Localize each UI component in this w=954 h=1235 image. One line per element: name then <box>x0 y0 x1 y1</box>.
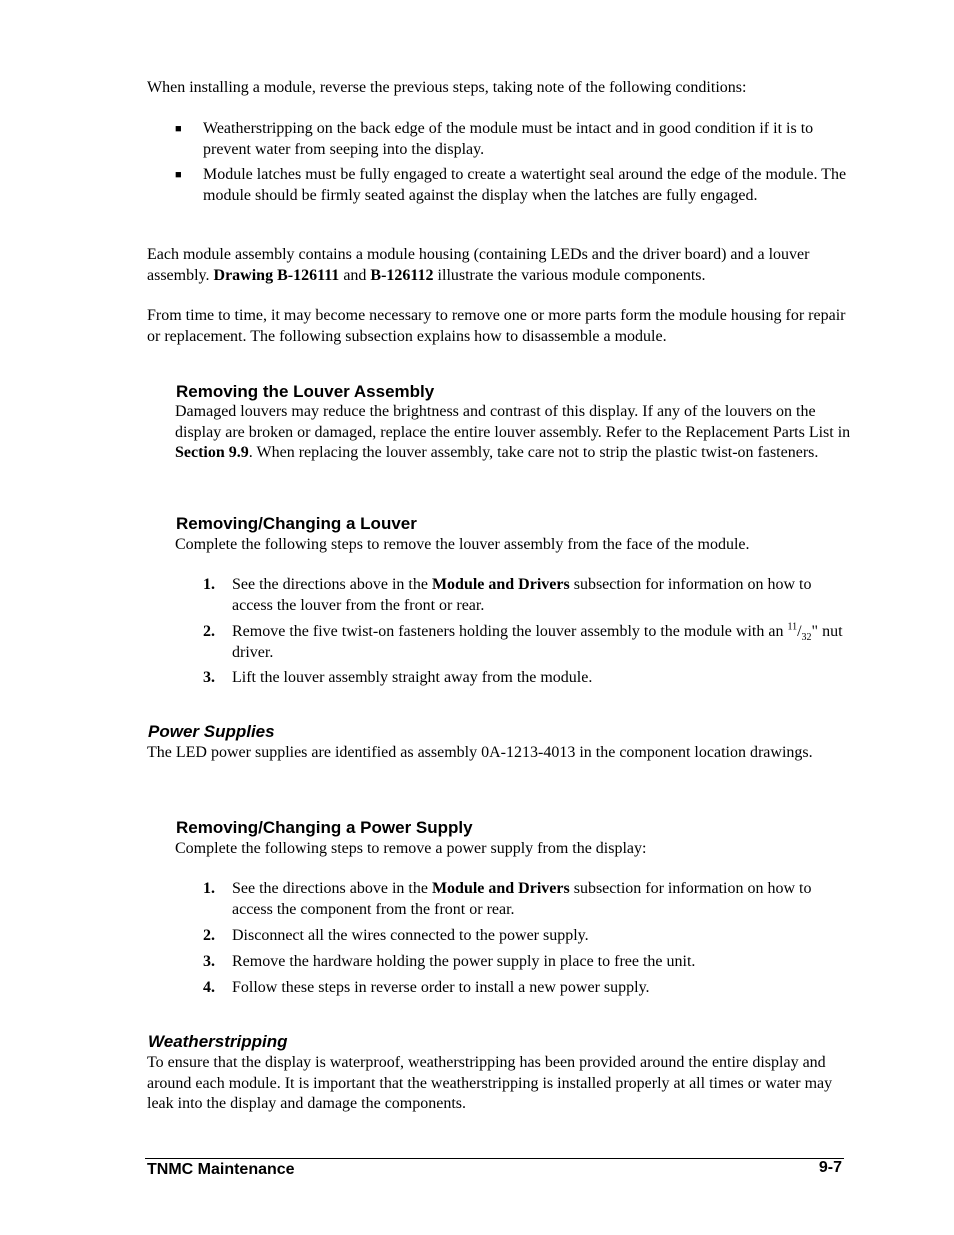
list-item <box>203 926 853 948</box>
step-text: Remove the hardware holding the power supply in place to free the unit. <box>232 953 696 970</box>
drawing-reference: Drawing B-126111 <box>213 266 340 284</box>
weatherstripping-paragraph: To ensure that the display is waterproof, weatherstripping has been provided around the entire display and around each module. It is important that the weatherstripping is installed properly at all times or water may leak into the display and damage the components. <box>147 1054 833 1112</box>
list-item <box>203 879 853 921</box>
list-item <box>203 668 853 690</box>
step-number: 3. <box>203 669 215 686</box>
changing-louver-intro: Complete the following steps to remove the louver assembly from the face of the module. <box>175 536 750 553</box>
step-number: 3. <box>203 953 215 970</box>
assembly-paragraph: Each module assembly contains a module housing (containing LEDs and the driver board) and a louver assembly. Drawing B-126111 and B-126112 illustrate the various module components. <box>147 246 810 284</box>
fraction-denominator: 32 <box>801 632 812 644</box>
step-text: Remove the five twist-on fasteners holding the louver assembly to the module with an $^{11}/_{32}$" nut driver. <box>232 621 843 661</box>
changing-louver-heading: Removing/Changing a Louver <box>176 514 417 533</box>
section-reference: Section 9.9 <box>175 444 249 461</box>
list-item <box>203 978 853 1000</box>
bullet-item <box>175 165 855 227</box>
step-text: See the directions above in the Module and Drivers subsection for information on how to access the louver from the front or rear. <box>232 576 812 614</box>
intro-paragraph: When installing a module, reverse the previous steps, taking note of the following conditions: <box>147 79 747 96</box>
fraction-numerator: 11 <box>787 621 798 633</box>
power-supplies-heading: Power Supplies <box>148 722 275 741</box>
power-supplies-paragraph: The LED power supplies are identified as assembly 0A-1213-4013 in the component location drawings. <box>147 744 813 761</box>
weatherstripping-heading: Weatherstripping <box>148 1032 288 1051</box>
louver-assembly-paragraph: Damaged louvers may reduce the brightness and contrast of this display. If any of the louvers on the display are broken or damaged, replace the entire louver assembly. Refer to the Replacement Parts List in Section 9.9. When replacing the louver assembly, take care not to strip the plastic twist-on fasteners. <box>175 403 851 461</box>
bullet-square-icon: ■ <box>175 169 182 181</box>
step-text: See the directions above in the Module and Drivers subsection for information on how to access the component from the front or rear. <box>232 880 812 918</box>
changing-power-intro: Complete the following steps to remove a power supply from the display: <box>175 840 647 857</box>
bullet-text: Weatherstripping on the back edge of the module must be intact and in good condition if it is to prevent water from seeping into the display. <box>203 120 814 158</box>
step-text: Lift the louver assembly straight away from the module. <box>232 669 593 686</box>
step-number: 1. <box>203 576 215 593</box>
drawing-reference: B-126112 <box>370 266 434 284</box>
step-text: Disconnect all the wires connected to the power supply. <box>232 927 589 944</box>
list-item <box>203 952 853 974</box>
list-item <box>203 575 853 617</box>
step-number: 2. <box>203 623 215 640</box>
bullet-square-icon: ■ <box>175 123 182 135</box>
step-number: 1. <box>203 880 215 897</box>
bullet-item <box>175 119 855 161</box>
footer-divider <box>145 1158 844 1159</box>
louver-assembly-heading: Removing the Louver Assembly <box>176 382 435 401</box>
list-item <box>203 622 853 664</box>
step-number: 2. <box>203 927 215 944</box>
step-number: 4. <box>203 979 215 996</box>
repair-paragraph: From time to time, it may become necessary to remove one or more parts form the module housing for repair or replacement. The following subsection explains how to disassemble a module. <box>147 307 846 345</box>
bullet-text: Module latches must be fully engaged to create a watertight seal around the edge of the module. The module should be firmly seated against the display when the latches are fully engaged. <box>203 166 847 204</box>
changing-power-heading: Removing/Changing a Power Supply <box>176 818 473 837</box>
step-text: Follow these steps in reverse order to install a new power supply. <box>232 979 650 996</box>
page-number: 9-7 <box>818 1159 842 1176</box>
footer-title: TNMC Maintenance <box>147 1161 295 1178</box>
